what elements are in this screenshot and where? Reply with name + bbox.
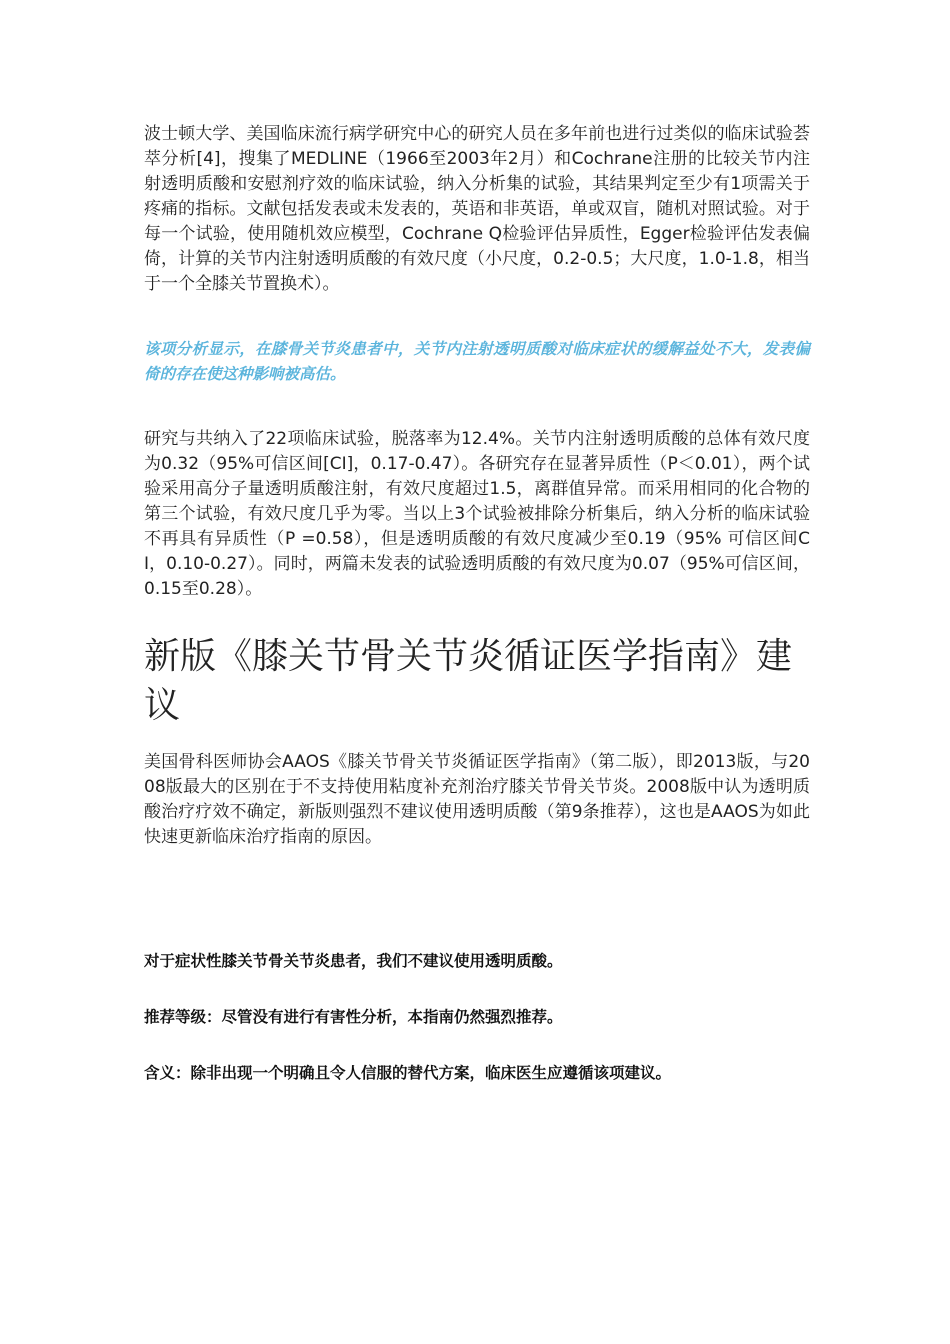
highlight-paragraph: 该项分析显示，在膝骨关节炎患者中，关节内注射透明质酸对临床症状的缓解益处不大，发表偏倚的存在使这种影响被高估。 — [144, 340, 810, 383]
recommendation-statement: 对于症状性膝关节骨关节炎患者，我们不建议使用透明质酸。 — [144, 952, 563, 970]
intro-paragraph: 波士顿大学、美国临床流行病学研究中心的研究人员在多年前也进行过类似的临床试验荟萃分析[4]，搜集了MEDLINE（1966至2003年2月）和Cochrane注册的比较关节内注射透明质酸和安慰剂疗效的临床试验，纳入分析集的试验，其结果判定至少有1项需关于疼痛的指标。文献包括发表或未发表的，英语和非英语，单或双盲，随机对照试验。对于每一个试验，使用随机效应模型，Cochrane Q检验评估异质性，Egger检验评估发表偏倚，计算的关节内注射透明质酸的有效尺度（小尺度，0.2-0.5；大尺度，1.0-1.8，相当于一个全膝关节置换术）。 — [144, 124, 810, 294]
results-paragraph: 研究与共纳入了22项临床试验，脱落率为12.4%。关节内注射透明质酸的总体有效尺度为0.32（95%可信区间[CI]，0.17-0.47）。各研究存在显著异质性（P＜0.01），两个试验采用高分子量透明质酸注射，有效尺度超过1.5，离群值异常。而采用相同的化合物的第三个试验，有效尺度几乎为零。当以上3个试验被排除分析集后，纳入分析的临床试验不再具有异质性（P =0.58），但是透明质酸的有效尺度减少至0.19（95% 可信区间CI，0.10-0.27）。同时，两篇未发表的试验透明质酸的有效尺度为0.07（95%可信区间，0.15至0.28）。 — [144, 429, 810, 599]
section-heading: 新版《膝关节骨关节炎循证医学指南》建议 — [144, 636, 793, 726]
recommendation-meaning: 含义：除非出现一个明确且令人信服的替代方案，临床医生应遵循该项建议。 — [144, 1064, 672, 1082]
document-page — [144, 122, 810, 1084]
recommendation-grade: 推荐等级：尽管没有进行有害性分析，本指南仍然强烈推荐。 — [144, 1008, 563, 1026]
guideline-paragraph: 美国骨科医师协会AAOS《膝关节骨关节炎循证医学指南》（第二版），即2013版，与2008版最大的区别在于不支持使用粘度补充剂治疗膝关节骨关节炎。2008版中认为透明质酸治疗疗效不确定，新版则强烈不建议使用透明质酸（第9条推荐），这也是AAOS为如此快速更新临床治疗指南的原因。 — [144, 752, 810, 847]
